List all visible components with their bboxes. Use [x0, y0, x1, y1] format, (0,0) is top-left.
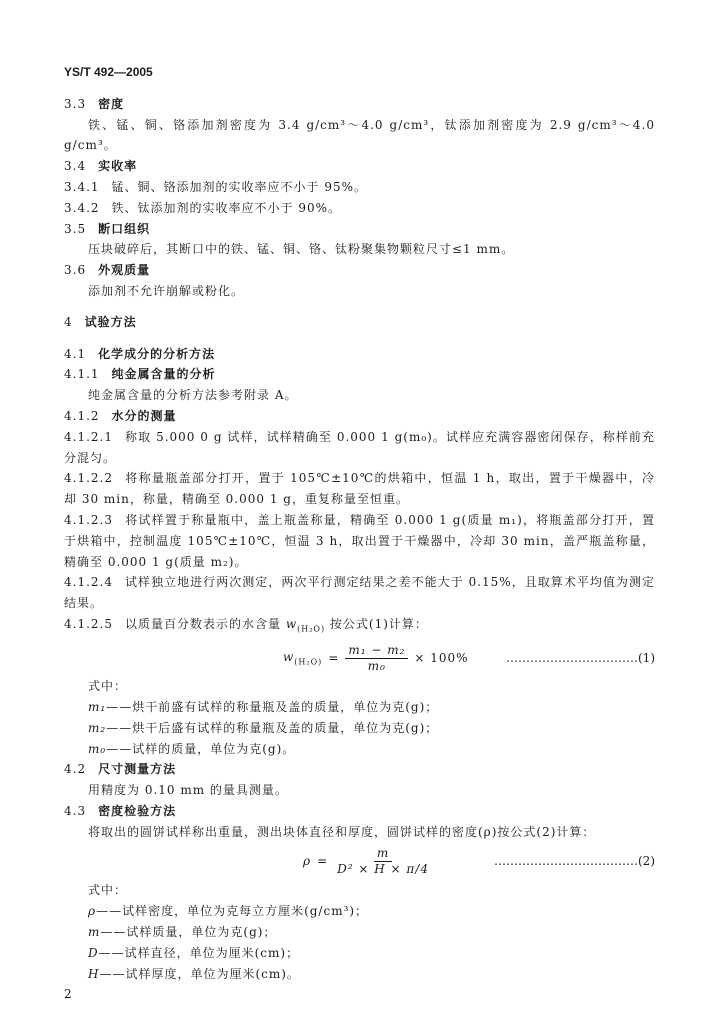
section-3-5-heading — [64, 219, 655, 240]
formula-1-numerator: m₁ − m₂ — [345, 643, 408, 659]
legend-1-item — [64, 739, 655, 760]
section-3-3-text: 铁、锰、铜、铬添加剂密度为 3.4 g/cm³～4.0 g/cm³，钛添加剂密度为 2.9 g/cm³～4.0 g/cm³。 — [64, 117, 655, 153]
section-title: 尺寸测量方法 — [98, 762, 177, 777]
legend-2-item — [64, 922, 655, 943]
water-content-symbol: w — [285, 616, 298, 631]
legend-description: ——试样的质量，单位为克(g)。 — [106, 741, 296, 756]
clause-text: 铁、钛添加剂的实收率应不小于 90%。 — [111, 200, 342, 215]
formula-2-expression — [303, 842, 432, 880]
standard-code-header: YS/T 492—2005 — [64, 65, 153, 79]
section-number: 3.4 — [64, 159, 87, 174]
clause-text-before: 以质量百分数表示的水含量 — [124, 616, 286, 631]
section-3-3-heading — [64, 94, 655, 115]
section-3-6-heading — [64, 260, 655, 281]
legend-description: ——试样直径，单位为厘米(cm)； — [98, 945, 300, 960]
section-title: 实收率 — [98, 159, 138, 174]
section-title: 断口组织 — [98, 221, 151, 236]
legend-symbol: m — [88, 925, 101, 940]
clause-3-4-2 — [64, 198, 655, 219]
chapter-4-heading — [64, 312, 655, 333]
clause-number: 4.1.2.2 — [64, 471, 113, 486]
legend-1-item — [64, 718, 655, 739]
formula-1-number: ……………………………(1) — [506, 651, 655, 666]
clause-text: 将称量瓶盖部分打开，置于 105℃±10℃的烘箱中，恒温 1 h，取出，置于干燥器中，冷却 30 min，称量，精确至 0.000 1 g，重复称量至恒重。 — [64, 471, 655, 507]
page-number: 2 — [64, 987, 73, 1002]
clause-text: 将试样置于称量瓶中，盖上瓶盖称量，精确至 0.000 1 g(质量 m₁)，将瓶盖部分打开，置于烘箱中，控制温度 105℃±10℃，恒温 3 h，取出置于干燥器中，冷却 30 min，盖严瓶盖称量，精确至 0.000 1 g(质量 m₂)。 — [64, 512, 655, 569]
clause-text: 称取 5.000 0 g 试样，试样精确至 0.000 1 g(m₀)。试样应充满容器密闭保存，称样前充分混匀。 — [64, 429, 655, 465]
formula-1-tail: × 100% — [414, 651, 469, 666]
formula-2-denominator: D² × H × π/4 — [337, 861, 429, 876]
water-content-subscript: (H₂O) — [297, 624, 326, 634]
formula-2-numerator: m — [374, 846, 392, 862]
formula-1-expression — [283, 640, 469, 676]
section-4-1-1-text: 纯金属含量的分析方法参考附录 A。 — [88, 388, 298, 403]
formula-1-lhs-symbol: w — [283, 649, 295, 664]
formula-2-lhs: ρ — [303, 854, 312, 869]
section-number: 4.2 — [64, 762, 87, 777]
section-4-1-2-heading — [64, 406, 655, 427]
clause-text-after: 按公式(1)计算： — [325, 616, 428, 631]
legend-2-item — [64, 964, 655, 985]
legend-description: ——试样厚度，单位为厘米(cm)。 — [99, 966, 300, 981]
section-3-6-text: 添加剂不允许崩解或粉化。 — [88, 283, 245, 298]
section-number: 4.1.2 — [64, 408, 100, 423]
section-4-1-heading — [64, 344, 655, 365]
page-content — [64, 62, 655, 1005]
section-4-2-text: 用精度为 0.10 mm 的量具测量。 — [88, 783, 288, 798]
section-4-3-text: 将取出的圆饼试样称出重量，测出块体直径和厚度，圆饼试样的密度(ρ)按公式(2)计算： — [88, 824, 596, 839]
clause-4-1-2-1 — [64, 427, 655, 469]
section-number: 4.1.1 — [64, 367, 100, 382]
legend-2-label: 式中： — [88, 883, 128, 898]
legend-symbol: ρ — [88, 904, 97, 919]
legend-1-label: 式中： — [88, 679, 128, 694]
clause-number: 4.1.2.3 — [64, 512, 113, 527]
formula-1-denominator: m₀ — [367, 658, 386, 673]
section-4-2-heading — [64, 759, 655, 780]
section-3-4-heading — [64, 156, 655, 177]
clause-number: 4.1.2.5 — [64, 616, 113, 631]
clause-text: 试样独立地进行两次测定，两次平行测定结果之差不能大于 0.15%，且取算术平均值为测定结果。 — [64, 575, 655, 611]
formula-2-fraction — [334, 846, 432, 877]
legend-symbol: m₁ — [88, 699, 107, 714]
legend-1-item — [64, 697, 655, 718]
clause-4-1-2-2 — [64, 468, 655, 510]
clause-4-1-2-5 — [64, 614, 655, 640]
legend-description: ——试样质量，单位为克(g)； — [100, 925, 277, 940]
chapter-title: 试验方法 — [84, 314, 137, 329]
clause-4-1-2-3 — [64, 510, 655, 572]
chapter-number: 4 — [64, 314, 73, 329]
section-4-3-heading — [64, 801, 655, 822]
section-title: 水分的测量 — [111, 408, 177, 423]
clause-4-1-2-4 — [64, 572, 655, 614]
legend-symbol: H — [88, 966, 100, 981]
legend-symbol: m₂ — [88, 720, 107, 735]
clause-number: 4.1.2.1 — [64, 429, 113, 444]
formula-1-equals: = — [328, 651, 340, 666]
section-title: 密度检验方法 — [98, 803, 177, 818]
formula-1 — [64, 640, 655, 676]
legend-2-item — [64, 943, 655, 964]
formula-1-fraction — [345, 643, 408, 674]
formula-1-lhs-subscript: (H₂O) — [294, 657, 323, 667]
clause-text: 锰、铜、铬添加剂的实收率应不小于 95%。 — [111, 179, 368, 194]
formula-2-number: ………………………………(2) — [494, 854, 655, 869]
legend-2-item — [64, 901, 655, 922]
section-title: 密度 — [98, 96, 125, 111]
legend-symbol: m₀ — [88, 741, 107, 756]
section-number: 4.3 — [64, 803, 87, 818]
legend-symbol: D — [88, 945, 99, 960]
legend-description: ——烘干前盛有试样的称量瓶及盖的质量，单位为克(g)； — [106, 699, 439, 714]
section-number: 4.1 — [64, 346, 87, 361]
section-3-5-text: 压块破碎后，其断口中的铁、锰、铜、铬、钛粉聚集物颗粒尺寸≤1 mm。 — [88, 242, 515, 257]
clause-number: 4.1.2.4 — [64, 575, 113, 590]
section-number: 3.5 — [64, 221, 87, 236]
legend-description: ——试样密度，单位为克每立方厘米(g/cm³)； — [96, 904, 369, 919]
formula-1-lhs — [283, 650, 322, 666]
clause-number: 3.4.1 — [64, 179, 100, 194]
section-number: 3.6 — [64, 263, 87, 278]
formula-2 — [64, 842, 655, 880]
clause-3-4-1 — [64, 177, 655, 198]
formula-2-equals: = — [317, 854, 329, 869]
section-title: 纯金属含量的分析 — [111, 367, 216, 382]
clause-number: 3.4.2 — [64, 200, 100, 215]
section-title: 外观质量 — [98, 263, 151, 278]
legend-description: ——烘干后盛有试样的称量瓶及盖的质量，单位为克(g)； — [106, 720, 439, 735]
section-title: 化学成分的分析方法 — [98, 346, 216, 361]
section-number: 3.3 — [64, 96, 87, 111]
section-4-1-1-heading — [64, 364, 655, 385]
